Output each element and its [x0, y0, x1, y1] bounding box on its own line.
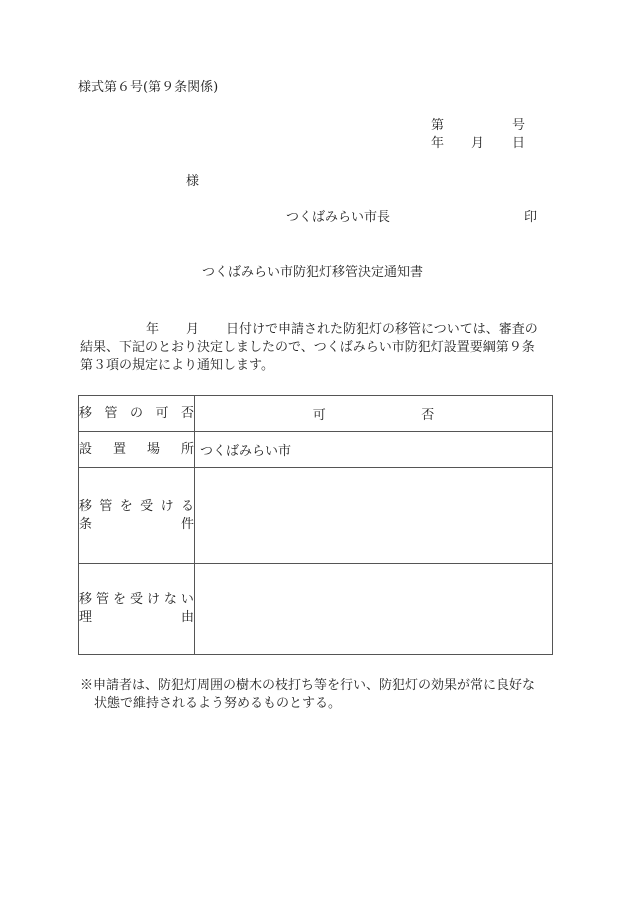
- document-title: つくばみらい市防犯灯移管決定通知書: [202, 265, 424, 280]
- label-conditions: [79, 468, 195, 564]
- label-char: 所: [180, 441, 194, 457]
- table-row-transfer-decision: [79, 396, 553, 432]
- label-char: け: [160, 498, 174, 514]
- label-char: 受: [140, 498, 154, 514]
- number-suffix: 号: [512, 118, 526, 133]
- option-approve[interactable]: 可: [312, 408, 326, 423]
- body-line-1: [80, 321, 552, 339]
- sender-name: つくばみらい市長: [286, 210, 391, 225]
- label-char: 移: [79, 498, 93, 514]
- body-month: 月: [186, 322, 200, 337]
- label-char: な: [163, 592, 177, 607]
- body-line-2: 結果、下記のとおり決定しましたので、つくばみらい市防犯灯設置要綱第９条: [80, 340, 535, 355]
- label-location: [79, 432, 195, 468]
- date-month: 月: [471, 136, 485, 151]
- label-char: 置: [112, 441, 126, 457]
- label-char: 受: [129, 592, 143, 607]
- label-char: 設: [79, 441, 93, 457]
- number-prefix: 第: [431, 118, 445, 133]
- label-char: 移: [79, 405, 93, 421]
- label-char: 管: [99, 498, 113, 514]
- label-rejection-reason: [79, 564, 195, 655]
- addressee-honorific: 様: [186, 174, 200, 189]
- label-char: る: [180, 498, 194, 514]
- decision-table: [78, 395, 553, 655]
- label-char: 由: [180, 610, 194, 625]
- label-char: を: [112, 592, 126, 607]
- label-transfer-decision: [79, 396, 195, 432]
- body-paragraph: [80, 321, 552, 375]
- label-char: 条: [79, 516, 93, 532]
- table-row-location: [79, 432, 553, 468]
- label-char: 場: [146, 441, 160, 457]
- label-char: 否: [180, 405, 194, 421]
- label-char: を: [119, 498, 133, 514]
- label-char: 管: [95, 592, 109, 607]
- value-location[interactable]: [195, 432, 553, 468]
- label-char: 件: [180, 516, 194, 532]
- form-number: 様式第６号(第９条関係): [78, 80, 219, 95]
- label-char: 理: [79, 610, 93, 625]
- location-text: つくばみらい市: [200, 444, 292, 459]
- label-char: け: [146, 592, 160, 607]
- label-char: の: [129, 405, 143, 421]
- option-reject[interactable]: 否: [421, 408, 435, 423]
- footnote-line-1: ※申請者は、防犯灯周囲の樹木の枝打ち等を行い、防犯灯の効果が常に良好な: [80, 678, 536, 693]
- value-transfer-decision[interactable]: [195, 396, 553, 432]
- value-rejection-reason[interactable]: [195, 564, 553, 655]
- seal-mark: 印: [524, 210, 538, 225]
- date-day: 日: [512, 136, 526, 151]
- date-year: 年: [431, 136, 445, 151]
- label-char: 可: [155, 405, 169, 421]
- table-row-rejection-reason: [79, 564, 553, 655]
- label-char: い: [180, 592, 194, 607]
- table-row-conditions: [79, 468, 553, 564]
- body-year: 年: [146, 322, 160, 337]
- value-conditions[interactable]: [195, 468, 553, 564]
- label-char: 移: [79, 592, 93, 607]
- label-char: 管: [104, 405, 118, 421]
- body-line-1-text: 日付けで申請された防犯灯の移管については、審査の: [226, 322, 538, 337]
- footnote: [80, 677, 535, 713]
- footnote-line-2: 状態で維持されるよう努めるものとする。: [94, 696, 342, 711]
- body-line-3: 第３項の規定により通知します。: [80, 358, 274, 373]
